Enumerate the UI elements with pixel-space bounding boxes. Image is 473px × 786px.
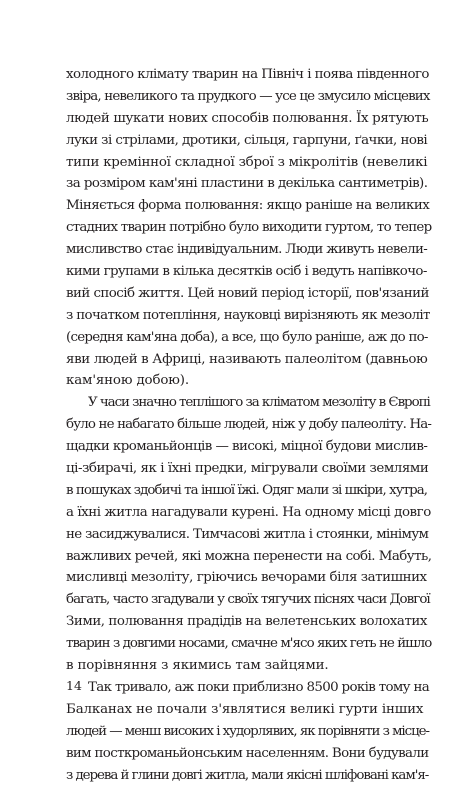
text-line: а їхні житла нагадували курені. На одному місці довго (66, 502, 431, 524)
text-line: людей — менш високих і худорлявих, як порівняти з місце- (66, 721, 431, 743)
text-line: щадки кроманьйонців — високі, міцної будови мислив- (66, 436, 431, 458)
text-line: в пошуках здобичі та іншої їжі. Одяг мали зі шкіри, хутра, (66, 480, 431, 502)
text-line: Міняється форма полювання: якщо раніше на великих (66, 195, 431, 217)
text-line: з дерева й глини довгі житла, мали якісні шліфовані кам'я- (66, 765, 431, 786)
text-line: в порівняння з якимись там зайцями. (66, 655, 431, 677)
text-line: типи кремінної складної зброї з мікролітів (невеликі (66, 152, 431, 174)
text-line: мисливці мезоліту, гріючись вечорами біля затишних (66, 567, 431, 589)
text-line: кам'яною добою). (66, 370, 431, 392)
text-line: холодного клімату тварин на Північ і поява південного (66, 64, 431, 86)
text-line: було не набагато більше людей, ніж у добу палеоліту. На- (66, 414, 431, 436)
text-line: вий спосіб життя. Цей новий період історії, пов'язаний (66, 283, 431, 305)
text-line: стадних тварин потрібно було виходити гуртом, то тепер (66, 217, 431, 239)
paragraph-first-line: Так тривало, аж поки приблизно 8500 років тому на (66, 677, 431, 699)
text-line: кими групами в кілька десятків осіб і ведуть напівкочо- (66, 261, 431, 283)
body-text (66, 64, 431, 786)
text-line: важливих речей, які можна перенести на собі. Мабуть, (66, 546, 431, 568)
text-line: тварин з довгими носами, смачне м'ясо яких геть не йшло (66, 633, 431, 655)
text-line: звіра, невеликого та прудкого — усе це змусило місцевих (66, 86, 431, 108)
text-line: багать, часто згадували у своїх тягучих піснях часи Довгої (66, 589, 431, 611)
text-line: за розміром кам'яні пластини в декілька сантиметрів). (66, 173, 431, 195)
page-number: 14 (66, 678, 82, 694)
text-line: вим посткроманьйонським населенням. Вони будували (66, 743, 431, 765)
text-line: (середня кам'яна доба), а все, що було раніше, аж до по- (66, 327, 431, 349)
text-line: Зими, полювання прадідів на велетенських волохатих (66, 611, 431, 633)
text-line: людей шукати нових способів полювання. Їх рятують (66, 108, 431, 130)
text-line: луки зі стрілами, дротики, сільця, гарпуни, ґачки, нові (66, 130, 431, 152)
text-line: яви людей в Африці, називають палеолітом (давньою (66, 349, 431, 371)
paragraph-first-line: У часи значно теплішого за кліматом мезоліту в Європі (66, 392, 431, 414)
text-line: не засиджувалися. Тимчасові житла і стоянки, мінімум (66, 524, 431, 546)
text-line: з початком потепління, науковці вирізняють як мезоліт (66, 305, 431, 327)
text-line: мисливство стає індивідуальним. Люди живуть невели- (66, 239, 431, 261)
text-line: ці-збирачі, як і їхні предки, мігрували своїми землями (66, 458, 431, 480)
text-line: Балканах не почали з'являтися великі гурти інших (66, 699, 431, 721)
